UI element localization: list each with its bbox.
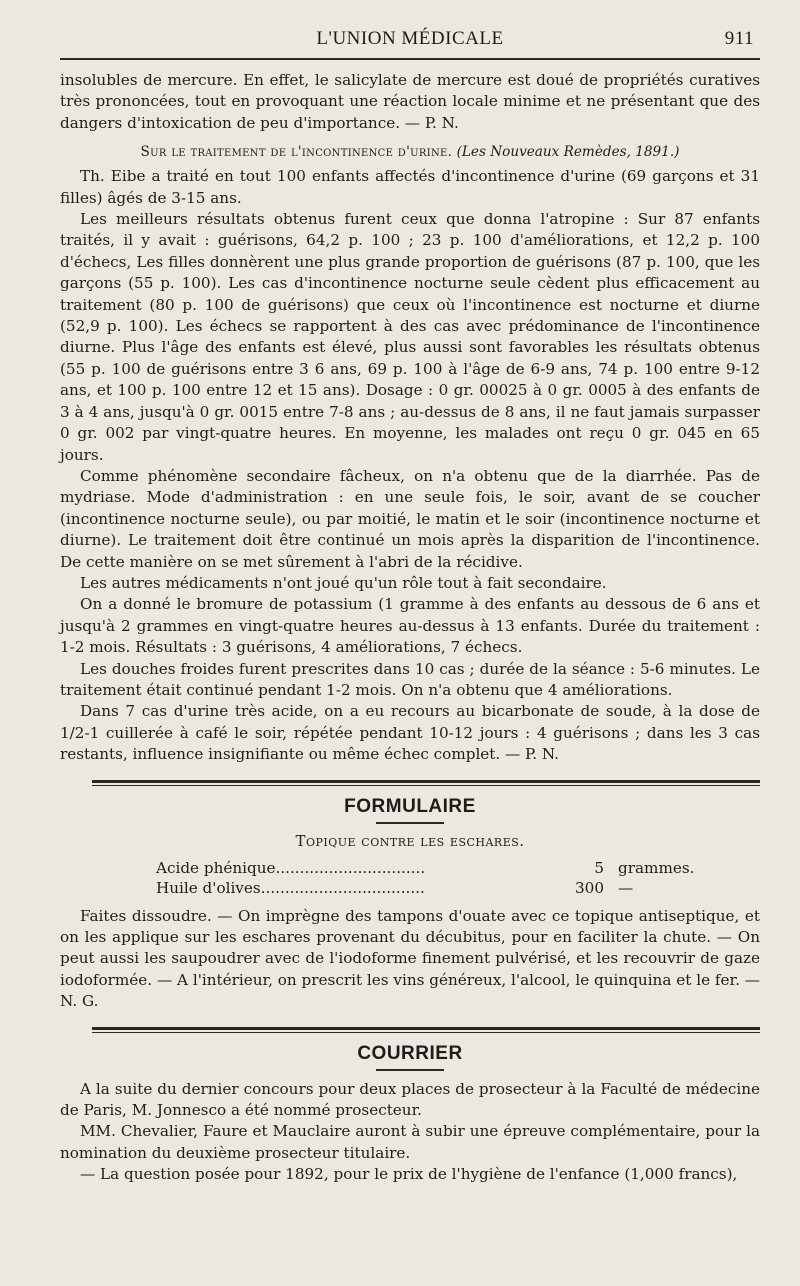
recipe-table [156,858,694,898]
courrier-paragraph: — La question posée pour 1892, pour le prix de l'hygiène de l'enfance (1,000 francs), [80,1165,738,1184]
incontinence-paragraph: Les douches froides furent prescrites dans 10 cas ; durée de la séance : 5-6 minutes. Le traitement était continué pendant 1-2 mois. On n'a obtenu que 4 améliorations. [60,659,760,699]
recipe-title: Topique contre les eschares. [295,831,525,850]
ingredient-quantity: 5 [594,858,604,877]
ingredient-name: Huile d'olives [156,878,261,897]
formulaire-heading: FORMULAIRE [344,795,476,817]
recipe-row [156,878,694,898]
incontinence-paragraph: Th. Eibe a traité en tout 100 enfants affectés d'incontinence d'urine (69 garçons et 31 filles) âgés de 3-15 ans. [60,167,760,207]
ingredient-name: Acide phénique [156,858,276,877]
courrier-heading: COURRIER [357,1042,463,1064]
section-divider [92,780,760,786]
leader-dots: .................................. [260,878,425,897]
ingredient-unit: — [618,878,634,897]
courrier-paragraph: A la suite du dernier concours pour deux places de prosecteur à la Faculté de médecine de Paris, M. Jonnesco a été nommé prosecteur. [60,1079,760,1120]
page-number: 911 [724,28,754,49]
section-divider [92,1027,760,1033]
header-rule [60,58,760,60]
courrier-paragraph: MM. Chevalier, Faure et Mauclaire auront à subir une épreuve complémentaire, pour la nomination du deuxième prosecteur titulaire. [60,1122,760,1162]
section-title: Sur le traitement de l'incontinence d'urine. [140,144,453,161]
incontinence-section-heading [60,144,760,160]
heading-underline [376,1069,444,1071]
ingredient-quantity: 300 [575,878,604,897]
journal-title: L'UNION MÉDICALE [316,28,504,49]
heading-underline [376,822,444,824]
ingredient-unit: grammes. [618,858,695,877]
running-header [60,28,760,50]
recipe-instructions: Faites dissoudre. — On imprègne des tampons d'ouate avec ce topique antiseptique, et on les applique sur les eschares provenant du décubitus, pour en faciliter la chute. — On peut aussi les saupoudrer avec de l'iodoforme finement pulvérisé, et les recouvrir de gaze iodoformée. — A l'intérieur, on prescrit les vins généreux, l'alcool, le quinquina et le fer. — N. G. [60,906,760,1011]
leader-dots: ............................... [275,858,426,877]
incontinence-paragraph: On a donné le bromure de potassium (1 gramme à des enfants au dessous de 6 ans et jusqu'à 2 grammes en vingt-quatre heures au-dessus à 13 enfants. Durée du traitement : 1-2 mois. Résultats : 3 guérisons, 4 améliorations, 7 échecs. [60,595,760,657]
incontinence-paragraph: Comme phénomène secondaire fâcheux, on n'a obtenu que de la diarrhée. Pas de mydriase. Mode d'administration : en une seule fois, le soir, avant de se coucher (incontinence nocturne seule), ou par moitié, le matin et le soir (incontinence nocturne et diurne). Le traitement doit être continué un mois après la disparition de l'incontinence. De cette manière on se met sûrement à l'abri de la récidive. [60,466,760,571]
section-source: (Les Nouveaux Remèdes, 1891.) [456,144,680,161]
recipe-row [156,858,694,878]
incontinence-paragraph: Les autres médicaments n'ont joué qu'un rôle tout à fait secondaire. [80,573,607,592]
incontinence-paragraph: Dans 7 cas d'urine très acide, on a eu recours au bicarbonate de soude, à la dose de 1/2-1 cuillerée à café le soir, répétée pendant 10-12 jours : 4 guérisons ; dans les 3 cas restants, influence insignifiante ou même échec complet. — P. N. [60,702,760,764]
article-continuation: insolubles de mercure. En effet, le salicylate de mercure est doué de propriétés curatives très prononcées, tout en provoquant une réaction locale minime et ne présentant que des dangers d'intoxication de peu d'importance. — P. N. [60,71,760,132]
incontinence-paragraph: Les meilleurs résultats obtenus furent ceux que donna l'atropine : Sur 87 enfants traités, il y avait : guérisons, 64,2 p. 100 ; 23 p. 100 d'améliorations, et 12,2 p. 100 d'échecs, Les filles donnèrent une plus grande proportion de guérisons (87 p. 100, que les garçons (55 p. 100). Les cas d'incontinence nocturne seule cèdent plus efficacement au traitement (80 p. 100 de guérisons) que ceux où l'incontinence est nocturne et diurne (52,9 p. 100). Les échecs se rapportent à des cas avec prédominance de l'incontinence diurne. Plus l'âge des enfants est élevé, plus aussi sont favorables les résultats obtenus (55 p. 100 de guérisons entre 3 6 ans, 69 p. 100 à l'âge de 6-9 ans, 74 p. 100 entre 9-12 ans, et 100 p. 100 entre 12 et 15 ans). Dosage : 0 gr. 00025 à 0 gr. 0005 à des enfants de 3 à 4 ans, jusqu'à 0 gr. 0015 entre 7-8 ans ; au-dessus de 8 ans, il ne faut jamais surpasser 0 gr. 002 par vingt-quatre heures. En moyenne, les malades ont reçu 0 gr. 045 en 65 jours. [60,210,760,464]
